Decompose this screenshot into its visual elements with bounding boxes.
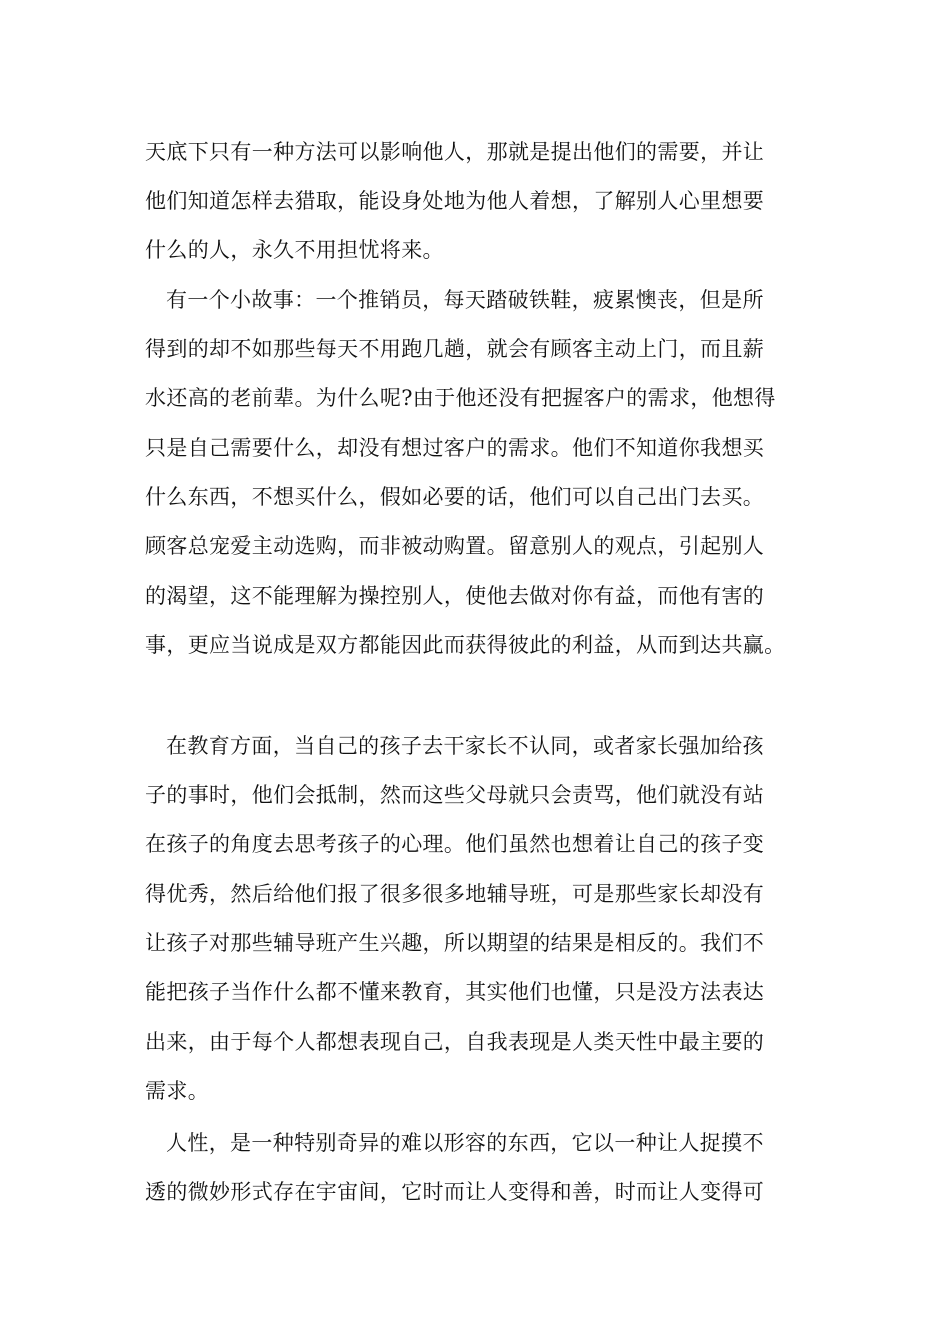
paragraph-1-line-1: 天底下只有一种方法可以影响他人，那就是提出他们的需要，并让 [145,140,765,164]
paragraph-1-line-3: 什么的人，永久不用担忧将来。 [145,238,444,262]
paragraph-3-line-3: 在孩子的角度去思考孩子的心理。他们虽然也想着让自己的孩子变 [145,832,765,856]
paragraph-3-line-4: 得优秀，然后给他们报了很多很多地辅导班，可是那些家长却没有 [145,882,765,906]
paragraph-2-line-1: 有一个小故事：一个推销员，每天踏破铁鞋，疲累懊丧，但是所 [166,288,764,312]
paragraph-3-line-6: 能把孩子当作什么都不懂来教育，其实他们也懂，只是没方法表达 [145,980,765,1004]
paragraph-2-line-6: 顾客总宠爱主动选购，而非被动购置。留意别人的观点，引起别人 [145,534,765,558]
paragraph-3-line-2: 子的事时，他们会抵制，然而这些父母就只会责骂，他们就没有站 [145,783,765,807]
paragraph-2-line-2: 得到的却不如那些每天不用跑几趟，就会有顾客主动上门，而且薪 [145,337,765,361]
paragraph-4-line-2: 透的微妙形式存在宇宙间，它时而让人变得和善，时而让人变得可 [145,1180,765,1204]
paragraph-3-line-5: 让孩子对那些辅导班产生兴趣，所以期望的结果是相反的。我们不 [145,931,765,955]
paragraph-1-line-2: 他们知道怎样去猎取，能设身处地为他人着想，了解别人心里想要 [145,189,765,213]
paragraph-3-line-8: 需求。 [145,1079,210,1103]
paragraph-2-line-5: 什么东西，不想买什么，假如必要的话，他们可以自己出门去买。 [145,485,765,509]
paragraph-3-line-1: 在教育方面，当自己的孩子去干家长不认同，或者家长强加给孩 [166,734,764,758]
paragraph-2-line-7: 的渴望，这不能理解为操控别人，使他去做对你有益，而他有害的 [145,584,765,608]
paragraph-2-line-8: 事，更应当说成是双方都能因此而获得彼此的利益，从而到达共赢。 [145,633,786,657]
paragraph-2-line-4: 只是自己需要什么，却没有想过客户的需求。他们不知道你我想买 [145,436,765,460]
paragraph-4-line-1: 人性，是一种特别奇异的难以形容的东西，它以一种让人捉摸不 [166,1131,764,1155]
paragraph-3-line-7: 出来，由于每个人都想表现自己，自我表现是人类天性中最主要的 [145,1030,765,1054]
paragraph-2-line-3: 水还高的老前辈。为什么呢?由于他还没有把握客户的需求，他想得 [145,386,776,410]
